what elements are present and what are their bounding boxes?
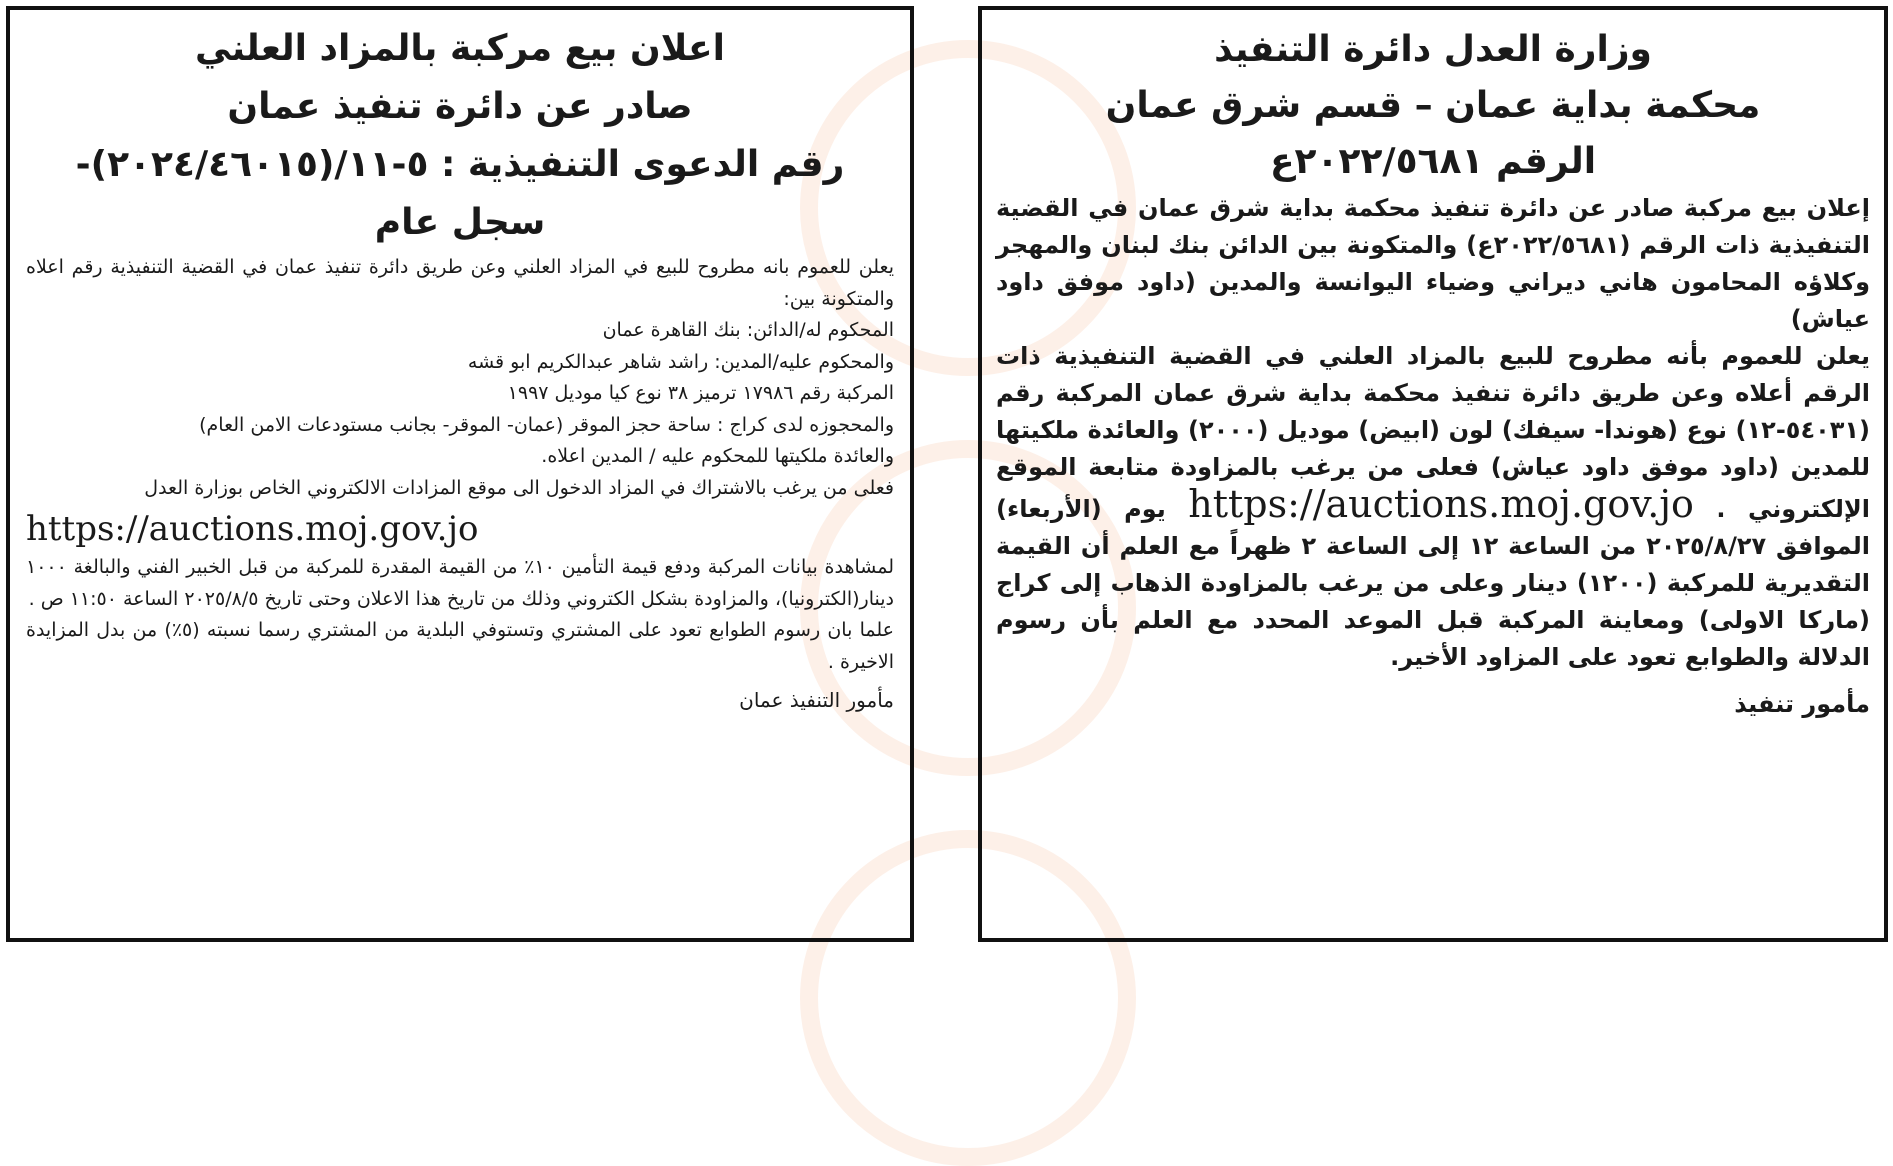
left-notice-auction-url-link[interactable]: https://auctions.moj.gov.jo: [26, 509, 479, 549]
left-notice-line-4: المركبة رقم ١٧٩٨٦ ترميز ٣٨ نوع كيا موديل ١٩٩٧: [507, 382, 894, 404]
left-notice-line-5: والمحجوزه لدى كراج : ساحة حجز الموقر (عمان- الموقر- بجانب مستودعات الامن العام): [199, 413, 894, 436]
right-notice-signature: مأمور تنفيذ: [1734, 690, 1870, 718]
right-notice-header-line-1: وزارة العدل دائرة التنفيذ: [1214, 29, 1652, 70]
right-notice-panel: [978, 6, 1888, 942]
left-notice-header-line-1: اعلان بيع مركبة بالمزاد العلني: [195, 28, 725, 69]
right-notice-header-line-2: محكمة بداية عمان – قسم شرق عمان: [1105, 85, 1761, 126]
left-notice-line-8: لمشاهدة بيانات المركبة ودفع قيمة التأمين ١٠٪ من القيمة المقدرة للمركبة من قبل الخبير الفني والبالغة ١٠٠٠ دينار(الكترونيا)، والمزاودة بشكل الكتروني وذلك من تاريخ هذا الاعلان وحتى تاريخ ٢٠٢٥/٨/٥ الساعة ١١:٥٠ ص .: [26, 556, 894, 610]
right-notice-auction-url-link[interactable]: https://auctions.moj.gov.jo: [1188, 482, 1694, 526]
left-notice-line-1: يعلن للعموم بانه مطروح للبيع في المزاد العلني وعن طريق دائرة تنفيذ عمان في القضية التنفيذية رقم اعلاه والمتكونة بين:: [26, 256, 894, 310]
left-notice-signature: مأمور التنفيذ عمان: [739, 688, 894, 712]
left-notice-line-3: والمحكوم عليه/المدين: راشد شاهر عبدالكريم ابو قشه: [467, 350, 894, 373]
left-notice-header-line-4: سجل عام: [374, 202, 546, 243]
left-notice-panel: [6, 6, 914, 942]
right-notice-header-line-3: الرقم ٢٠٢٢/٥٦٨١ع: [1269, 141, 1597, 182]
left-notice-line-9: علما بان رسوم الطوابع تعود على المشتري وتستوفي البلدية من المشتري رسما نسبته (٥٪) من بدل المزايدة الاخيرة .: [26, 619, 894, 673]
left-notice-header-line-2: صادر عن دائرة تنفيذ عمان: [227, 86, 693, 127]
left-notice-line-2: المحكوم له/الدائن: بنك القاهرة عمان: [602, 319, 894, 341]
right-notice-paragraph-1: إعلان بيع مركبة صادر عن دائرة تنفيذ محكمة بداية شرق عمان في القضية التنفيذية ذات الرقم (٢٠٢٢/٥٦٨١ع) والمتكونة بين الدائن بنك لبنان والمهجر وكلاؤه المحامون هاني ديراني وضياء اليوانسة والمدين (داود موفق داود عياش): [996, 194, 1871, 333]
left-notice-line-7: فعلى من يرغب بالاشتراك في المزاد الدخول الى موقع المزادات الالكتروني الخاص بوزارة العدل: [144, 476, 894, 499]
right-notice-paragraph-2-start: يعلن للعموم بأنه مطروح للبيع بالمزاد العلني في القضية التنفيذية ذات الرقم أعلاه وعن طريق دائرة تنفيذ محكمة بداية شرق عمان المركبة رقم (٥٤٠٣١-١٢) نوع (هوندا- سيفك) لون (ابيض) موديل (٢٠٠٠) والعائدة ملكيتها للمدين (داود موفق داود عياش) فعلى من يرغب بالمزاودة متابعة الموقع الإلكتروني .: [996, 342, 1871, 523]
right-notice-paragraph-2-end: يوم (الأربعاء) الموافق ٢٠٢٥/٨/٢٧ من الساعة ١٢ إلى الساعة ٢ ظهراً مع العلم أن القيمة التقديرية للمركبة (١٢٠٠) دينار وعلى من يرغب بالمزاودة الذهاب إلى كراج (ماركا الاولى) ومعاينة المركبة قبل الموعد المحدد مع العلم بأن رسوم الدلالة والطوابع تعود على المزاود الأخير.: [996, 495, 1870, 671]
right-notice-paragraph-2: [996, 338, 1870, 676]
left-notice-header-line-3: رقم الدعوى التنفيذية : ٥-١١/(٢٠٢٤/٤٦٠١٥)-: [75, 144, 845, 185]
left-notice-line-6: والعائدة ملكيتها للمحكوم عليه / المدين اعلاه.: [541, 445, 894, 467]
